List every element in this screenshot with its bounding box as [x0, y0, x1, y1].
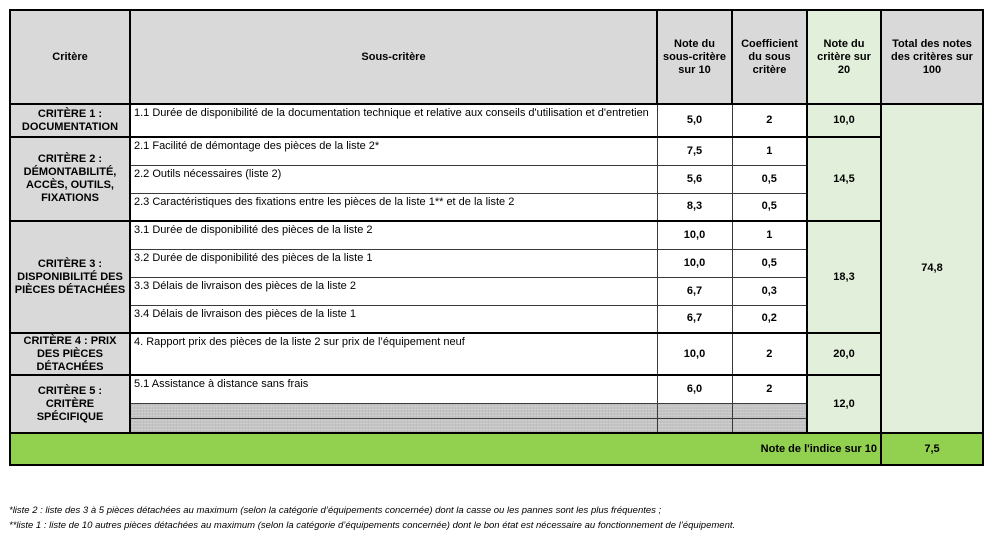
sub-criterion-text: 2.2 Outils nécessaires (liste 2)	[130, 165, 657, 193]
criterion-note: 10,0	[807, 104, 881, 137]
repairability-score-table	[9, 9, 984, 466]
sub-criterion-coefficient: 0,3	[732, 277, 807, 305]
sub-criterion-text: 3.1 Durée de disponibilité des pièces de la liste 2	[130, 221, 657, 249]
criterion-label: CRITÈRE 1 : DOCUMENTATION	[10, 104, 130, 137]
header-critere: Critère	[10, 10, 130, 104]
header-row	[10, 10, 983, 104]
sub-criterion-text: 3.2 Durée de disponibilité des pièces de la liste 1	[130, 249, 657, 277]
sub-criterion-coefficient: 0,5	[732, 249, 807, 277]
sub-criterion-note: 10,0	[657, 249, 732, 277]
criterion-label: CRITÈRE 3 : DISPONIBILITÉ DES PIÈCES DÉTACHÉES	[10, 221, 130, 333]
header-total: Total des notes des critères sur 100	[881, 10, 983, 104]
sub-criterion-text: 2.3 Caractéristiques des fixations entre les pièces de la liste 1** et de la liste 2	[130, 193, 657, 221]
total-score: 74,8	[881, 104, 983, 433]
table-row	[10, 221, 983, 249]
sub-criterion-note: 5,0	[657, 104, 732, 137]
sub-criterion-text: 3.4 Délais de livraison des pièces de la liste 1	[130, 305, 657, 333]
table-row	[10, 375, 983, 403]
sub-criterion-coefficient: 2	[732, 333, 807, 375]
sub-criterion-coefficient: 0,2	[732, 305, 807, 333]
criterion-label: CRITÈRE 4 : PRIX DES PIÈCES DÉTACHÉES	[10, 333, 130, 375]
sub-criterion-note: 5,6	[657, 165, 732, 193]
criteria-body	[10, 104, 983, 465]
hatched-cell	[130, 418, 657, 433]
sub-criterion-coefficient: 2	[732, 375, 807, 403]
criterion-note: 14,5	[807, 137, 881, 221]
sub-criterion-text: 2.1 Facilité de démontage des pièces de la liste 2*	[130, 137, 657, 165]
sub-criterion-coefficient: 0,5	[732, 165, 807, 193]
final-score-row	[10, 433, 983, 465]
sub-criterion-coefficient: 1	[732, 221, 807, 249]
sub-criterion-note: 10,0	[657, 333, 732, 375]
criterion-label: CRITÈRE 2 : DÉMONTABILITÉ, ACCÈS, OUTILS, FIXATIONS	[10, 137, 130, 221]
header-sous-critere: Sous-critère	[130, 10, 657, 104]
sub-criterion-text: 3.3 Délais de livraison des pièces de la liste 2	[130, 277, 657, 305]
sub-criterion-note: 10,0	[657, 221, 732, 249]
sub-criterion-note: 8,3	[657, 193, 732, 221]
sub-criterion-note: 6,0	[657, 375, 732, 403]
sub-criterion-coefficient: 0,5	[732, 193, 807, 221]
final-score-label: Note de l'indice sur 10	[10, 433, 881, 465]
criterion-note: 18,3	[807, 221, 881, 333]
sub-criterion-note: 7,5	[657, 137, 732, 165]
hatched-cell	[732, 418, 807, 433]
hatched-cell	[732, 403, 807, 418]
sub-criterion-text: 5.1 Assistance à distance sans frais	[130, 375, 657, 403]
sub-criterion-text: 1.1 Durée de disponibilité de la documentation technique et relative aux conseils d'utilisation et d'entretien	[130, 104, 657, 137]
header-coefficient: Coefficient du sous critère	[732, 10, 807, 104]
criterion-note: 20,0	[807, 333, 881, 375]
header-note-sous-critere: Note du sous-critère sur 10	[657, 10, 732, 104]
sub-criterion-text: 4. Rapport prix des pièces de la liste 2 sur prix de l’équipement neuf	[130, 333, 657, 375]
table-row	[10, 137, 983, 165]
sub-criterion-coefficient: 2	[732, 104, 807, 137]
hatched-cell	[657, 403, 732, 418]
table-row	[10, 104, 983, 137]
final-score-value: 7,5	[881, 433, 983, 465]
hatched-cell	[657, 418, 732, 433]
hatched-cell	[130, 403, 657, 418]
footnote-liste-2: *liste 2 : liste des 3 à 5 pièces détachées au maximum (selon la catégorie d’équipements concernée) dont la casse ou les pannes sont les plus fréquentes ;	[9, 505, 662, 516]
sub-criterion-note: 6,7	[657, 305, 732, 333]
criterion-label: CRITÈRE 5 : CRITÈRE SPÉCIFIQUE	[10, 375, 130, 433]
sub-criterion-coefficient: 1	[732, 137, 807, 165]
footnote-liste-1: **liste 1 : liste de 10 autres pièces détachées au maximum (selon la catégorie d’équipements concernée) dont le bon état est nécessaire au fonctionnement de l’équipement.	[9, 520, 736, 531]
sub-criterion-note: 6,7	[657, 277, 732, 305]
table-row	[10, 333, 983, 375]
header-note-critere: Note du critère sur 20	[807, 10, 881, 104]
criterion-note: 12,0	[807, 375, 881, 433]
